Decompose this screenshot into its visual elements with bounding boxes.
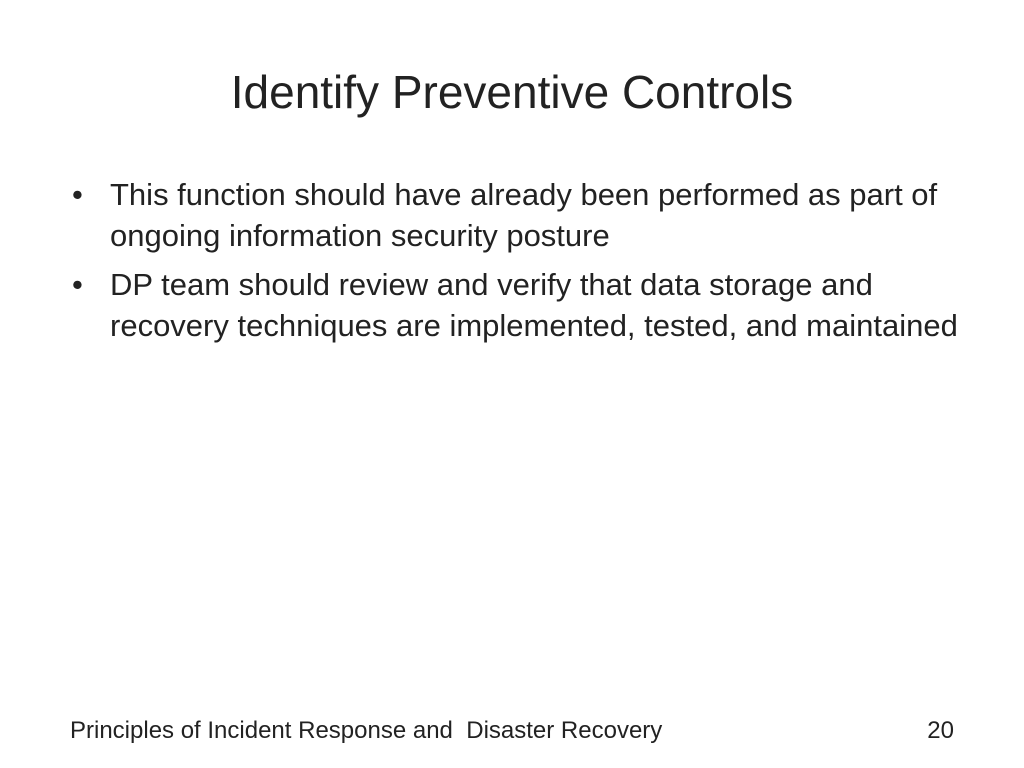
bullet-item <box>70 174 970 256</box>
bullet-marker: • <box>72 267 83 302</box>
footer-course-title: Principles of Incident Response and Disaster Recovery <box>70 717 663 744</box>
page-number: 20 <box>927 717 954 744</box>
bullet-item <box>70 264 970 346</box>
bullet-text: This function should have already been performed as part of ongoing information security posture <box>110 177 938 253</box>
bullet-text: DP team should review and verify that data storage and recovery techniques are implemented, tested, and maintained <box>110 267 958 343</box>
bullet-marker: • <box>72 177 83 212</box>
bullet-list <box>70 174 970 354</box>
slide-title: Identify Preventive Controls <box>230 66 794 118</box>
